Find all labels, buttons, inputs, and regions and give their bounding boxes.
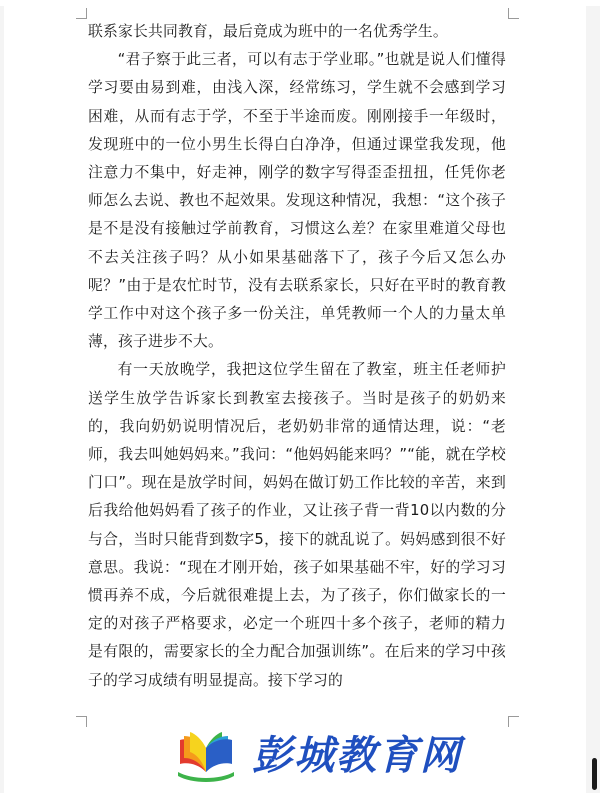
scrollbar-thumb[interactable] bbox=[592, 758, 597, 790]
watermark-logo bbox=[176, 728, 476, 784]
crop-mark-top-left bbox=[76, 8, 87, 19]
paragraph: “君子察于此三者，可以有志于学业耶。”也就是说人们懂得学习要由易到难，由浅入深，经常练习，学生就不会感到学习困难，从而有志于学，不至于半途而废。刚刚接手一年级时，发现班中的一位小男生长得白白净净，但通过课堂我发现，他注意力不集中，好走神，刚学的数字写得歪歪扭扭，任凭你老师怎么去说、教也不起效果。发现这种情况，我想：“这个孩子是不是没有接触过学前教育，习惯这么差？在家里难道父母也不去关注孩子吗？从小如果基础落下了，孩子今后又怎么办呢？”由于是农忙时节，没有去联系家长，只好在平时的教育教学工作中对这个孩子多一份关注，单凭教师一个人的力量太单薄，孩子进步不大。 bbox=[88, 51, 506, 351]
crop-mark-bottom-left bbox=[76, 716, 87, 727]
document-body bbox=[88, 18, 506, 695]
vertical-scrollbar[interactable] bbox=[588, 0, 600, 793]
crop-mark-bottom-right bbox=[508, 716, 519, 727]
book-logo-icon bbox=[176, 728, 236, 784]
watermark-text: 彭城教育网 bbox=[252, 733, 462, 779]
crop-mark-top-right bbox=[508, 8, 519, 19]
paragraph: 联系家长共同教育，最后竟成为班中的一名优秀学生。 bbox=[88, 23, 448, 40]
paragraph: 有一天放晚学，我把这位学生留在了教室，班主任老师护送学生放学告诉家长到教室去接孩子。当时是孩子的奶奶来的，我向奶奶说明情况后，老奶奶非常的通情达理，说：“老师，我去叫她妈妈来。”我问：“他妈妈能来吗？”“能，就在学校门口”。现在是放学时间，妈妈在做订奶工作比较的辛苦，来到后我给他妈妈看了孩子的作业，又让孩子背一背10以内数的分与合，当时只能背到数字5，接下的就乱说了。妈妈感到很不好意思。我说：“现在才刚开始，孩子如果基础不牢，好的学习习惯再养不成，今后就很难提上去，为了孩子，你们做家长的一定的对孩子严格要求，必定一个班四十多个孩子，老师的精力是有限的，需要家长的全力配合加强训练”。在后来的学习中孩子的学习成绩有明显提高。接下学习的 bbox=[88, 361, 506, 689]
